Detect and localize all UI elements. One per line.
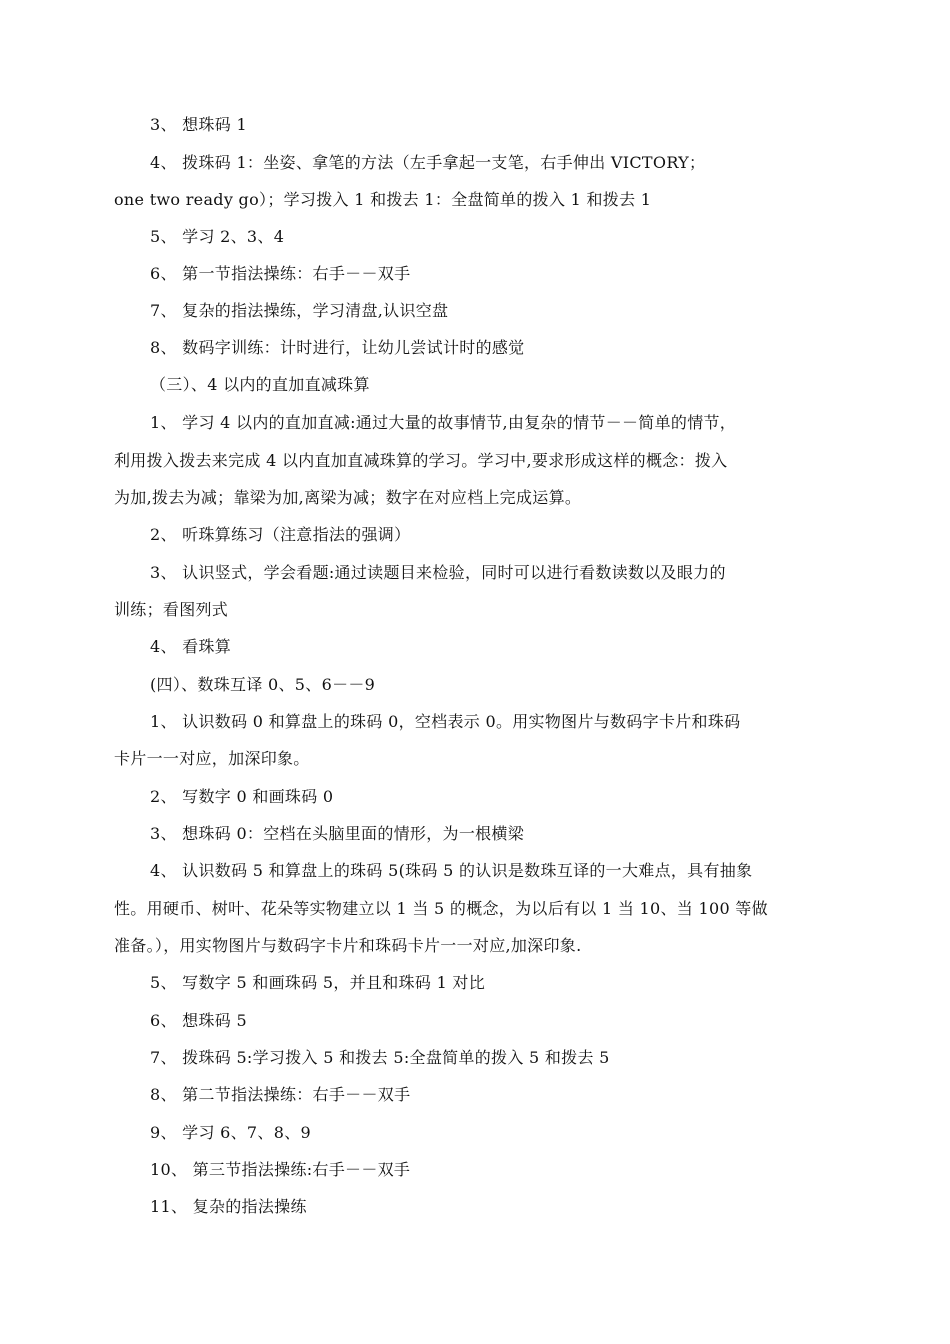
paragraph-line: 性。用硬币、树叶、花朵等实物建立以 1 当 5 的概念，为以后有以 1 当 10、当 100 等做 — [114, 899, 768, 918]
list-item: 9、 学习 6、7、8、9 — [150, 1123, 311, 1142]
list-item: 3、 想珠码 1 — [150, 115, 247, 134]
paragraph-line: one two ready go）；学习拨入 1 和拨去 1：全盘简单的拨入 1 和拨去 1 — [114, 190, 652, 209]
paragraph-line: 训练；看图列式 — [114, 600, 229, 619]
list-item: 4、 认识数码 5 和算盘上的珠码 5(珠码 5 的认识是数珠互译的一大难点，具有抽象 — [150, 861, 753, 880]
list-item: 7、 复杂的指法操练，学习清盘,认识空盘 — [150, 301, 449, 320]
list-item: 1、 学习 4 以内的直加直减:通过大量的故事情节,由复杂的情节－－简单的情节， — [150, 413, 737, 432]
paragraph-line: 为加,拨去为减；靠梁为加,离梁为减；数字在对应档上完成运算。 — [114, 488, 582, 507]
list-item: 2、 写数字 0 和画珠码 0 — [150, 787, 334, 806]
list-item: 2、 听珠算练习（注意指法的强调） — [150, 525, 411, 544]
section-heading: （三）、4 以内的直加直减珠算 — [150, 375, 370, 394]
list-item: 10、 第三节指法操练:右手－－双手 — [150, 1160, 411, 1179]
list-item: 4、 看珠算 — [150, 637, 232, 656]
paragraph-line: 利用拨入拨去来完成 4 以内直加直减珠算的学习。学习中,要求形成这样的概念：拨入 — [114, 451, 728, 470]
list-item: 3、 认识竖式，学会看题:通过读题目来检验，同时可以进行看数读数以及眼力的 — [150, 563, 726, 582]
list-item: 3、 想珠码 0：空档在头脑里面的情形，为一根横梁 — [150, 824, 525, 843]
section-heading: (四）、数珠互译 0、5、6－－9 — [150, 675, 376, 694]
paragraph-line: 卡片一一对应，加深印象。 — [114, 749, 310, 768]
list-item: 8、 第二节指法操练：右手－－双手 — [150, 1085, 411, 1104]
paragraph-line: 准备。），用实物图片与数码字卡片和珠码卡片一一对应,加深印象. — [114, 936, 582, 955]
list-item: 7、 拨珠码 5:学习拨入 5 和拨去 5:全盘简单的拨入 5 和拨去 5 — [150, 1048, 610, 1067]
list-item: 8、 数码字训练：计时进行，让幼儿尝试计时的感觉 — [150, 338, 525, 357]
list-item: 6、 想珠码 5 — [150, 1011, 247, 1030]
list-item: 11、 复杂的指法操练 — [150, 1197, 307, 1216]
list-item: 5、 写数字 5 和画珠码 5，并且和珠码 1 对比 — [150, 973, 486, 992]
list-item: 1、 认识数码 0 和算盘上的珠码 0，空档表示 0。用实物图片与数码字卡片和珠码 — [150, 712, 741, 731]
list-item: 4、 拨珠码 1：坐姿、拿笔的方法（左手拿起一支笔，右手伸出 VICTORY； — [150, 153, 706, 172]
list-item: 6、 第一节指法操练：右手－－双手 — [150, 264, 411, 283]
list-item: 5、 学习 2、3、4 — [150, 227, 285, 246]
